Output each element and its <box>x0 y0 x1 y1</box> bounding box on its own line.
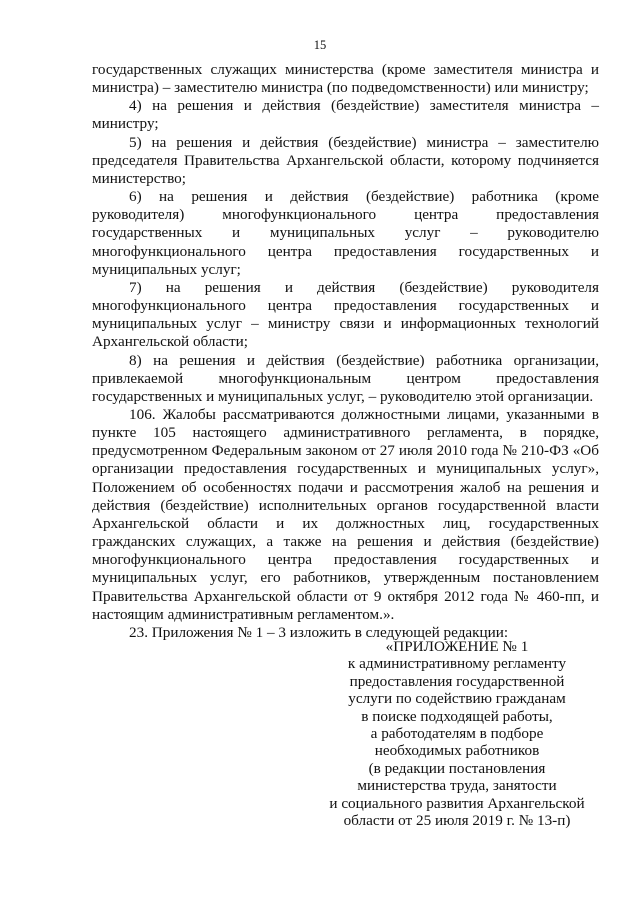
appendix-line: к административному регламенту <box>347 655 567 673</box>
appendix-line: а работодателям в подборе <box>370 725 544 743</box>
paragraph: 5) на решения и действия (бездействие) министра – заместителю председателя Правительства Архангельской области, которому подчиняется министерство; <box>92 133 599 187</box>
appendix-line: в поиске подходящей работы, <box>361 707 553 725</box>
paragraph: 7) на решения и действия (бездействие) руководителя многофункционального центра предоставления государственных и муниципальных услуг – министру связи и информационных технологий Архангельской области; <box>92 278 599 351</box>
document-body <box>92 61 599 642</box>
appendix-heading <box>326 638 588 829</box>
paragraph: 6) на решения и действия (бездействие) работника (кроме руководителя) многофункционального центра предоставления государственных и муниципальных услуг – руководителю многофункционального центра предоставления государственных и муниципальных услуг; <box>92 188 599 278</box>
appendix-line: и социального развития Архангельской <box>329 794 585 812</box>
appendix-line: (в редакции постановления <box>368 759 546 777</box>
appendix-line: «ПРИЛОЖЕНИЕ № 1 <box>385 638 529 655</box>
paragraph: 106. Жалобы рассматриваются должностными лицами, указанными в пункте 105 настоящего административного регламента, в порядке, предусмотренном Федеральным законом от 27 июля 2010 года № 210-ФЗ «Об организации предоставления государственных и муниципальных услуг», Положением об особенностях подачи и рассмотрения жалоб на решения и действия (бездействие) исполнительных органов государственной власти Архангельской области и их должностных лиц, государственных гражданских служащих, а также на решения и действия (бездействие) многофункционального центра предоставления государственных и муниципальных услуг, его работников, утвержденным постановлением Правительства Архангельской области от 9 октября 2012 года № 460-пп, и настоящим административным регламентом.». <box>92 405 599 623</box>
paragraph: 8) на решения и действия (бездействие) работника организации, привлекаемой многофункциональным центром предоставления государственных и муниципальных услуг, – руководителю этой организации. <box>92 351 599 405</box>
appendix-line: предоставления государственной <box>349 672 565 690</box>
appendix-line: необходимых работников <box>374 742 540 760</box>
page-number: 15 <box>313 38 327 52</box>
appendix-line: области от 25 июля 2019 г. № 13-п) <box>343 812 571 830</box>
appendix-line: министерства труда, занятости <box>357 777 557 795</box>
appendix-line: услуги по содействию гражданам <box>348 690 566 708</box>
paragraph: государственных служащих министерства (кроме заместителя министра и министра) – заместителю министра (по подведомственности) или министру; <box>92 61 599 97</box>
paragraph: 4) на решения и действия (бездействие) заместителя министра – министру; <box>92 97 599 133</box>
paragraph: 23. Приложения № 1 – 3 изложить в следующей редакции: <box>129 623 509 641</box>
